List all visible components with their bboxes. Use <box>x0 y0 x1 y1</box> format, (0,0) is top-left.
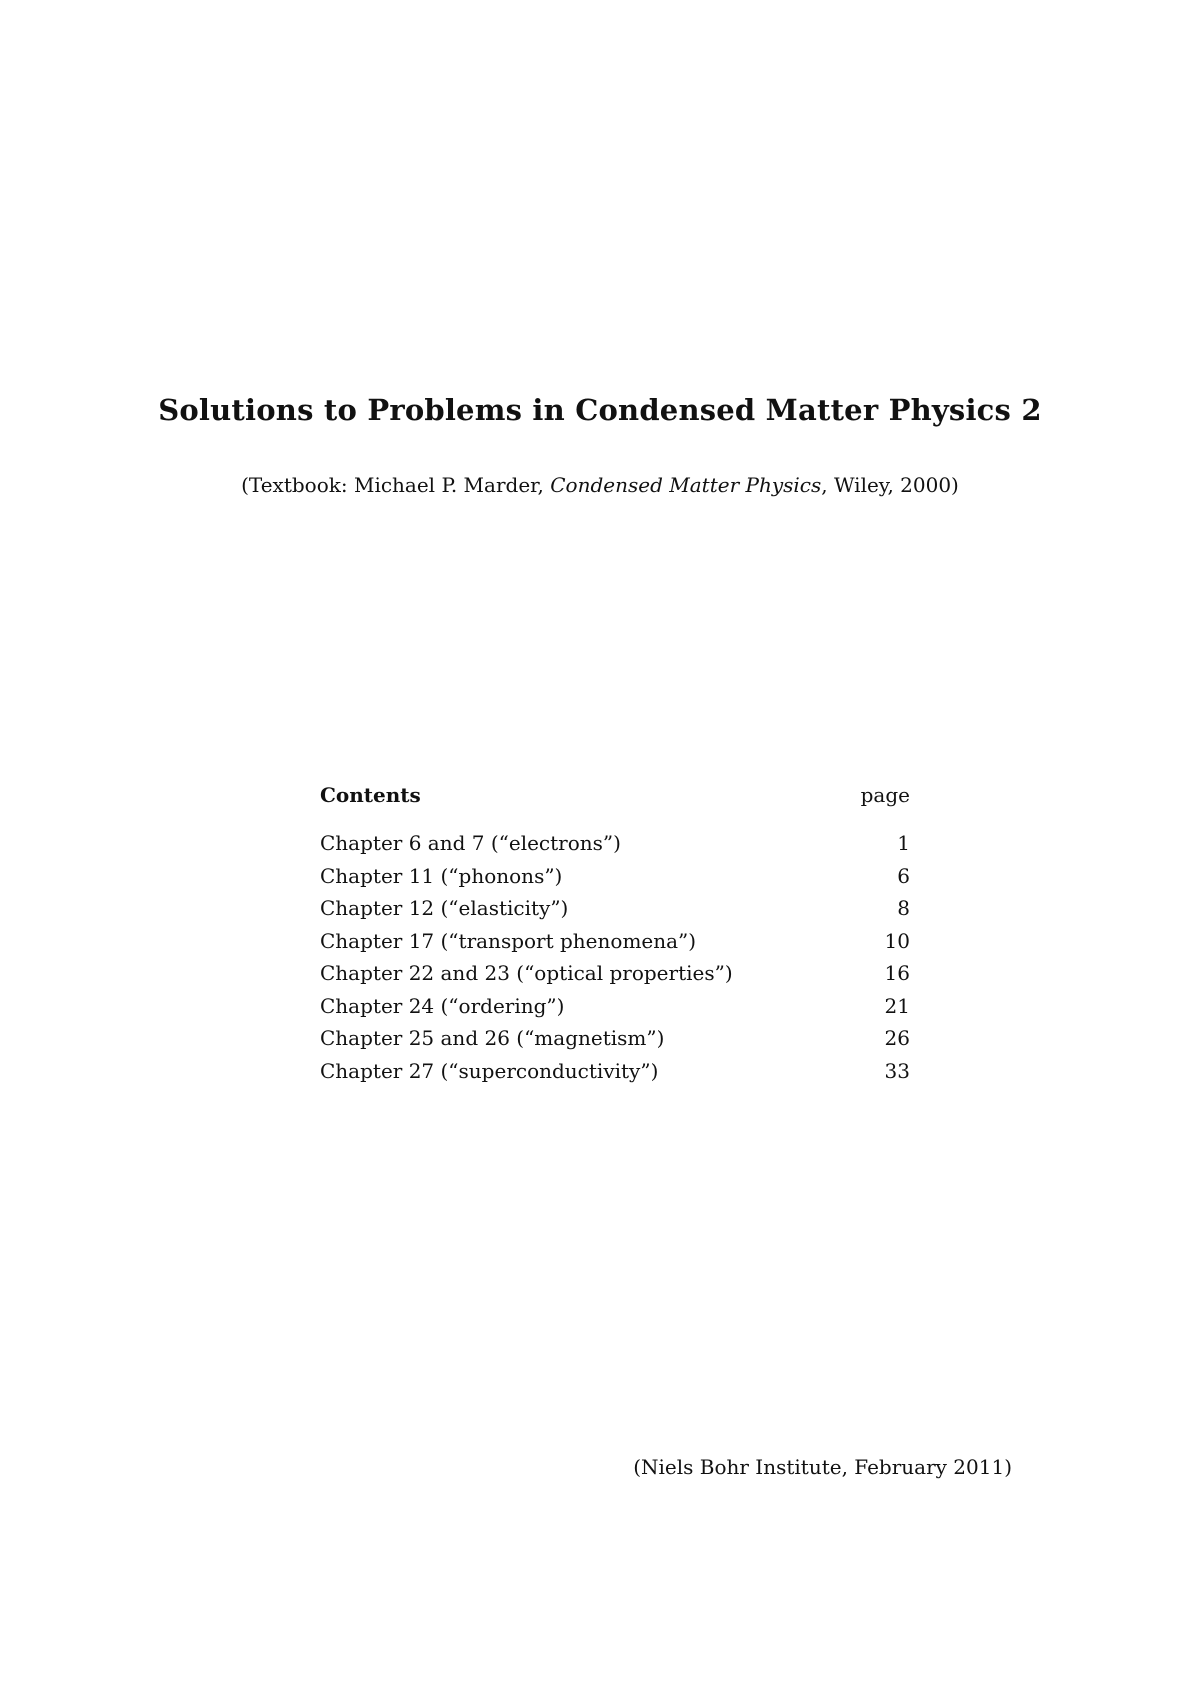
toc-entry <box>320 990 910 1023</box>
toc-entry <box>320 827 910 860</box>
toc-entry <box>320 1022 910 1055</box>
toc-entry-label: Chapter 22 and 23 (“optical properties”) <box>320 961 733 985</box>
toc-entry-label: Chapter 27 (“superconductivity”) <box>320 1058 659 1083</box>
document-footer: (Niels Bohr Institute, February 2011) <box>633 1455 1012 1479</box>
toc-entry <box>320 925 910 958</box>
document-subtitle <box>0 470 1200 500</box>
toc-entry-label: Chapter 6 and 7 (“electrons”) <box>320 831 621 855</box>
toc-entry-page: 8 <box>897 896 910 920</box>
subtitle-book-title: Condensed Matter Physics <box>550 473 822 497</box>
table-of-contents <box>320 783 910 1087</box>
toc-header <box>320 783 910 815</box>
toc-entry-label: Chapter 12 (“elasticity”) <box>320 896 569 920</box>
toc-entry-page: 16 <box>884 961 910 985</box>
toc-entry <box>320 1055 910 1088</box>
toc-entry-page: 26 <box>884 1026 910 1050</box>
toc-entry-page: 1 <box>897 831 910 855</box>
toc-entry-page: 10 <box>884 928 910 953</box>
toc-entry-page: 33 <box>884 1058 910 1083</box>
toc-entry-page: 21 <box>884 993 910 1018</box>
toc-entry-page: 6 <box>897 863 910 888</box>
toc-heading: Contents <box>320 783 421 807</box>
toc-entry-label: Chapter 11 (“phonons”) <box>320 863 563 888</box>
toc-entry <box>320 860 910 893</box>
toc-entry <box>320 957 910 990</box>
toc-entry-label: Chapter 25 and 26 (“magnetism”) <box>320 1026 665 1050</box>
toc-entry-label: Chapter 24 (“ordering”) <box>320 993 565 1018</box>
subtitle-suffix: , Wiley, 2000) <box>821 473 959 497</box>
toc-entry-label: Chapter 17 (“transport phenomena”) <box>320 928 697 953</box>
document-title: Solutions to Problems in Condensed Matter Physics 2 <box>158 393 1042 427</box>
toc-page-heading: page <box>860 783 910 807</box>
subtitle-prefix: (Textbook: Michael P. Marder, <box>241 473 551 497</box>
toc-entry <box>320 892 910 925</box>
